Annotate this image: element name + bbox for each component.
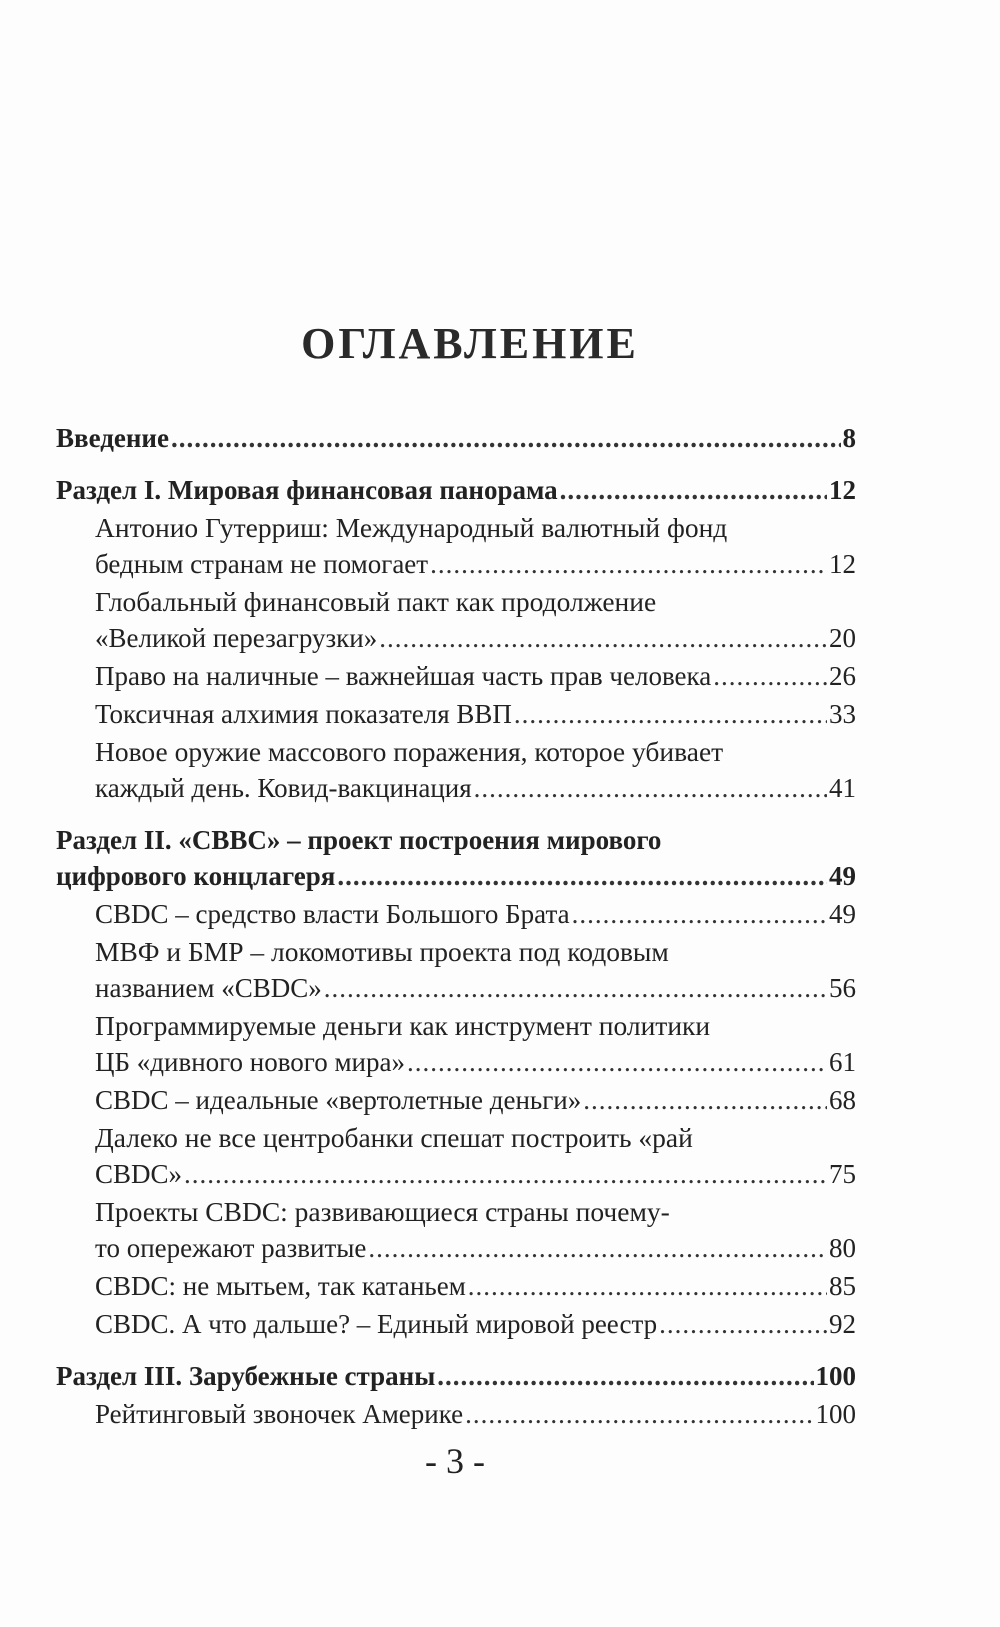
toc-section-2-heading bbox=[56, 858, 856, 894]
toc-entry-page: 92 bbox=[829, 1309, 856, 1339]
toc-entry-page: 56 bbox=[829, 973, 856, 1003]
toc-entry-line2 bbox=[95, 1230, 856, 1266]
toc-entry-line2 bbox=[95, 546, 856, 582]
dot-leader bbox=[474, 770, 827, 806]
dot-leader bbox=[368, 1230, 827, 1266]
toc-entry bbox=[95, 1396, 856, 1432]
toc-entry-text: бедным странам не помогает bbox=[95, 549, 429, 579]
toc-entry-text: ЦБ «дивного нового мира» bbox=[95, 1047, 405, 1077]
toc-entry-text: «Великой перезагрузки» bbox=[95, 623, 378, 653]
toc-entry bbox=[95, 696, 856, 732]
dot-leader bbox=[437, 1358, 813, 1394]
toc-entry-page: 41 bbox=[829, 773, 856, 803]
toc-entry-line2 bbox=[95, 1268, 856, 1304]
toc-entry-line1: Проекты СВDС: развивающиеся страны почему- bbox=[95, 1196, 670, 1227]
toc-entry-text: Рейтинговый звоночек Америке bbox=[95, 1399, 464, 1429]
toc-entry bbox=[95, 1008, 856, 1080]
toc-section-2-page: 49 bbox=[829, 861, 856, 891]
toc-entry bbox=[95, 734, 856, 806]
dot-leader bbox=[572, 896, 827, 932]
dot-leader bbox=[713, 658, 827, 694]
toc-entry-page: 61 bbox=[829, 1047, 856, 1077]
toc-section-1-page: 12 bbox=[829, 475, 856, 505]
toc-entry-page: 80 bbox=[829, 1233, 856, 1263]
toc-entry-text: СВDС: не мытьем, так катаньем bbox=[95, 1271, 466, 1301]
toc-section-2-items bbox=[56, 896, 856, 1342]
toc-section-2 bbox=[56, 822, 856, 1342]
toc-section-1-heading bbox=[56, 472, 856, 508]
toc-entry bbox=[95, 896, 856, 932]
toc-entry bbox=[95, 510, 856, 582]
toc-section-2-label-line1: Раздел II. «СВВС» – проект построения мирового bbox=[56, 825, 662, 855]
toc-section-3-heading bbox=[56, 1358, 856, 1394]
dot-leader bbox=[583, 1082, 827, 1118]
toc-entry-line2 bbox=[95, 1044, 856, 1080]
toc-entry-text: названием «СВDС» bbox=[95, 973, 322, 1003]
toc-entry-page: 26 bbox=[829, 661, 856, 691]
toc-entry-line2 bbox=[95, 1306, 856, 1342]
toc-entry-line2 bbox=[95, 1396, 856, 1432]
toc-intro-page: 8 bbox=[842, 423, 856, 453]
toc-entry bbox=[95, 1194, 856, 1266]
dot-leader bbox=[379, 620, 827, 656]
toc-entry-line2 bbox=[95, 770, 856, 806]
dot-leader bbox=[171, 420, 841, 456]
toc-entry-page: 33 bbox=[829, 699, 856, 729]
toc-entry-page: 20 bbox=[829, 623, 856, 653]
dot-leader bbox=[184, 1156, 827, 1192]
page-number: - 3 - bbox=[425, 1441, 485, 1481]
toc-entry-line1: Программируемые деньги как инструмент политики bbox=[95, 1010, 711, 1041]
dot-leader bbox=[560, 472, 827, 508]
dot-leader bbox=[514, 696, 827, 732]
toc-entry-line1: Далеко не все центробанки спешат построить «рай bbox=[95, 1122, 693, 1153]
toc-section-1-label: Раздел I. Мировая финансовая панорама bbox=[56, 475, 558, 505]
dot-leader bbox=[430, 546, 827, 582]
toc-entry-page: 68 bbox=[829, 1085, 856, 1115]
toc-entry bbox=[95, 584, 856, 656]
toc-intro-line bbox=[56, 420, 856, 456]
toc-section-3-label: Раздел III. Зарубежные страны bbox=[56, 1361, 436, 1391]
toc-entry-line2 bbox=[95, 658, 856, 694]
toc-entry-page: 12 bbox=[829, 549, 856, 579]
toc-entry bbox=[95, 658, 856, 694]
toc-entry-text: СВDС» bbox=[95, 1159, 183, 1189]
toc-entry-text: СВDС – идеальные «вертолетные деньги» bbox=[95, 1085, 582, 1115]
toc-entry-line1: Новое оружие массового поражения, которое убивает bbox=[95, 736, 724, 767]
toc-entry-line2 bbox=[95, 1082, 856, 1118]
dot-leader bbox=[659, 1306, 827, 1342]
toc-entry-text: СВDС – средство власти Большого Брата bbox=[95, 899, 570, 929]
toc-entry-text: Право на наличные – важнейшая часть прав человека bbox=[95, 661, 712, 691]
toc-entry-text: каждый день. Ковид-вакцинация bbox=[95, 773, 472, 803]
toc-entry-page: 85 bbox=[829, 1271, 856, 1301]
dot-leader bbox=[324, 970, 827, 1006]
toc-entry-line2 bbox=[95, 620, 856, 656]
dot-leader bbox=[337, 858, 827, 894]
toc-entry-line2 bbox=[95, 1156, 856, 1192]
toc-section-1 bbox=[56, 472, 856, 806]
toc-entry bbox=[95, 1306, 856, 1342]
toc-entry-page: 75 bbox=[829, 1159, 856, 1189]
toc-section-1-items bbox=[56, 510, 856, 806]
dot-leader bbox=[468, 1268, 827, 1304]
dot-leader bbox=[465, 1396, 813, 1432]
dot-leader bbox=[407, 1044, 827, 1080]
toc-entry-text: Токсичная алхимия показателя ВВП bbox=[95, 699, 512, 729]
toc-section-3-items bbox=[56, 1396, 856, 1432]
toc-entry-line2 bbox=[95, 970, 856, 1006]
toc-entry bbox=[95, 1268, 856, 1304]
toc-entry-line2 bbox=[95, 896, 856, 932]
table-of-contents bbox=[56, 420, 856, 1448]
toc-entry-text: СВDС. А что дальше? – Единый мировой реестр bbox=[95, 1309, 658, 1339]
toc-entry-page: 100 bbox=[815, 1399, 856, 1429]
toc-intro bbox=[56, 420, 856, 456]
toc-entry-line1: Глобальный финансовый пакт как продолжение bbox=[95, 586, 657, 617]
toc-entry-line1: Антонио Гутерриш: Международный валютный фонд bbox=[95, 512, 728, 543]
toc-title: ОГЛАВЛЕНИЕ bbox=[301, 319, 639, 368]
toc-entry bbox=[95, 1082, 856, 1118]
toc-section-3-page: 100 bbox=[815, 1361, 856, 1391]
toc-intro-label: Введение bbox=[56, 423, 169, 453]
toc-entry-text: то опережают развитые bbox=[95, 1233, 367, 1263]
toc-section-2-label-line2: цифрового концлагеря bbox=[56, 861, 336, 891]
toc-entry-line1: МВФ и БМР – локомотивы проекта под кодовым bbox=[95, 936, 669, 967]
toc-entry bbox=[95, 1120, 856, 1192]
toc-section-3 bbox=[56, 1358, 856, 1432]
toc-entry-line2 bbox=[95, 696, 856, 732]
toc-entry bbox=[95, 934, 856, 1006]
toc-entry-page: 49 bbox=[829, 899, 856, 929]
